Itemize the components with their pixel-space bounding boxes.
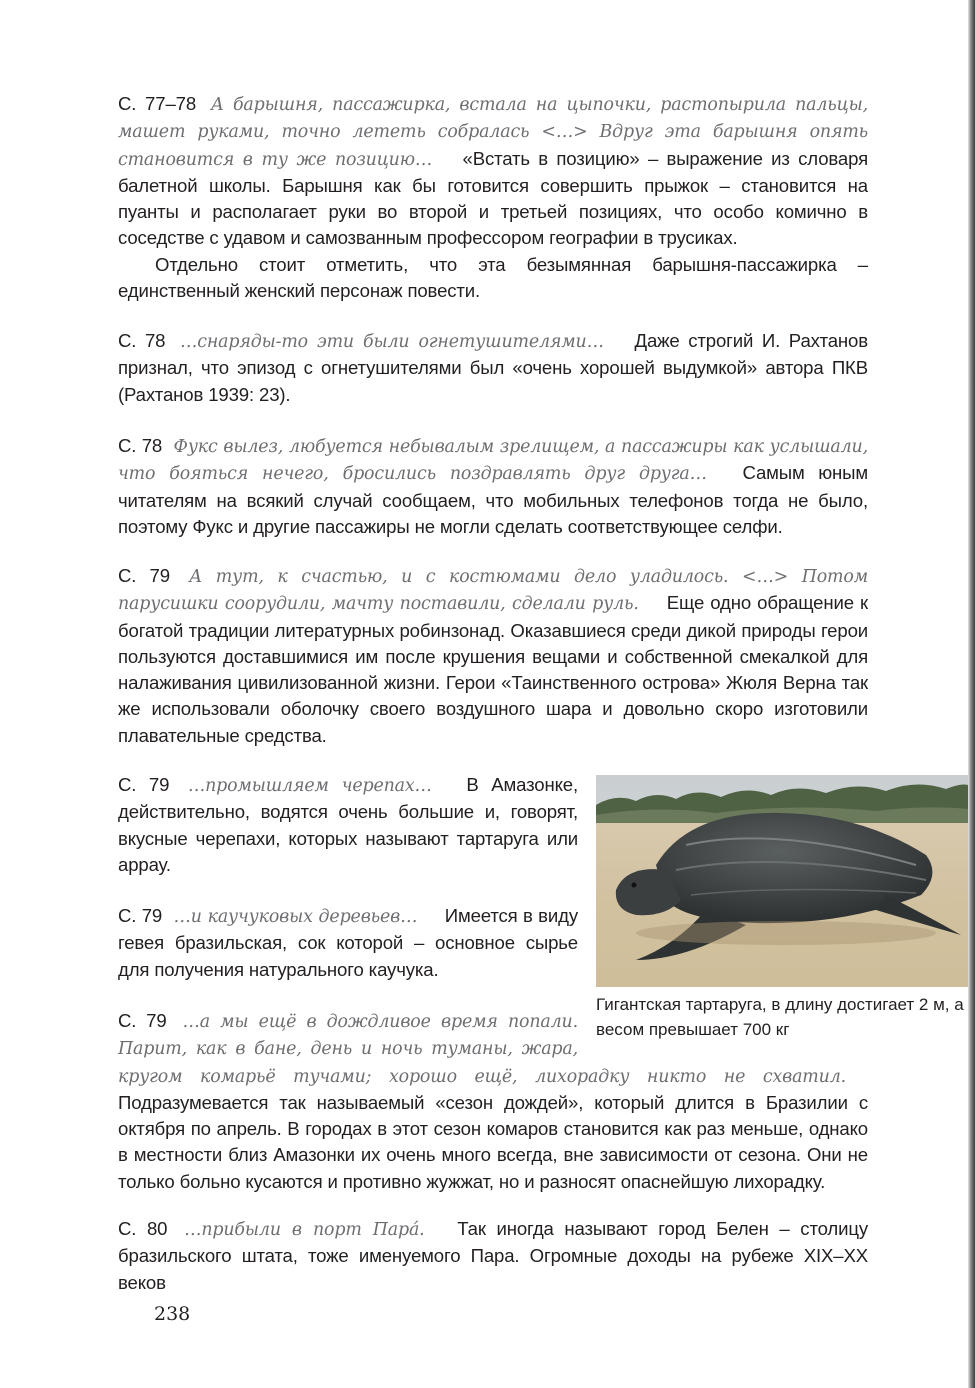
entry-79-b [118, 772, 578, 878]
entry-quote: …прибыли в порт Пара́. [184, 1220, 425, 1240]
page-number: 238 [154, 1303, 191, 1325]
entry-ref: С. 77–78 [118, 93, 197, 114]
entry-comment: Самым юным читателям на всякий случай сообщаем, что мобильных телефонов тогда не было, поэтому Фукс и другие пассажиры не могли сделать соответствующее селфи. [118, 462, 868, 537]
entry-80 [118, 1216, 868, 1296]
entry-ref: С. 78 [118, 435, 163, 456]
turtle-photo [596, 775, 968, 987]
entry-comment: Еще одно обращение к богатой традиции литературных робинзонад. Оказавшиеся среди дикой природы герои пользуются доставшимися им после крушения вещами и собственной смекалкой для налаживания цивилизованной жизни. Герои «Таинственного острова» Жюля Верна так же использовали оболочку своего воздушного шара и довольно скоро изготовили плавательные средства. [118, 592, 868, 746]
entry-quote: …и каучуковых деревьев… [173, 907, 418, 927]
figure-caption: Гигантская тартаруга, в длину достигает 2 м, а весом превышает 700 кг [596, 995, 964, 1039]
entry-quote: …снаряды-то эти были огнетушителями… [180, 332, 604, 352]
entry-quote: Фукс вылез, любуется небывалым зрелищем, а пассажиры как услышали, что бояться нечего, бросились поздравлять друг друга… [118, 437, 868, 485]
page-edge-bar [968, 0, 975, 1388]
entry-ref: С. 79 [118, 905, 163, 926]
entry-comment: Подразумевается так называемый «сезон дождей», который длится в Бразилии с октября по апрель. В городах в этот сезон комаров становится как раз меньше, однако в местности близ Амазонки их очень много всегда, вне зависимости от сезона. Они не только больно кусаются и противно жужжат, но и разносят опаснейшую лихорадку. [118, 1091, 868, 1192]
entry-quote: …а мы ещё в дождливое время попали. Парит, как в бане, день и ночь туманы, жара, кругом комарьё тучами; хорошо ещё, лихорадку никто не схватил. [118, 1012, 846, 1087]
entry-quote: …промышляем черепах… [187, 776, 432, 796]
entry-comment: В Амазонке, действительно, водятся очень большие и, говорят, вкусные черепахи, которых называют тартаруга или аррау. [118, 774, 578, 875]
entry-comment: Так иногда называют город Белен – столицу бразильского штата, тоже именуемого Пара. Огромные доходы на рубеже XIX–XX веков [118, 1218, 868, 1293]
entry-comment: «Встать в позицию» – выражение из словаря балетной школы. Барышня как бы готовится совершить прыжок – становится на пуанты и располагает руки во второй и третьей позициях, что особо комично в соседстве с удавом и самозванным профессором географии в трусиках. [118, 147, 868, 249]
entry-quote: А тут, к счастью, и с костюмами дело уладилось. <…> Потом парусишки соорудили, мачту поставили, сделали руль. [118, 567, 868, 615]
entry-79-c [118, 903, 578, 983]
entry-ref: С. 78 [118, 330, 166, 351]
entry-extra: Отдельно стоит отметить, что эта безымянная барышня-пассажирка – единственный женский персонаж повести. [118, 253, 868, 302]
entry-79-a [118, 563, 868, 749]
entry-ref: С. 79 [118, 1010, 167, 1031]
entry-78-b [118, 433, 868, 540]
entry-ref: С. 80 [118, 1218, 168, 1239]
entry-ref: С. 79 [118, 565, 170, 586]
entry-comment: Даже строгий И. Рахтанов признал, что эпизод с огнетушителями был «очень хорошей выдумкой» автора ПКВ (Рахтанов 1939: 23). [118, 330, 868, 405]
entry-comment: Имеется в виду гевея бразильская, сок которой – основное сырье для получения натурального каучука. [118, 905, 578, 980]
entry-ref: С. 79 [118, 774, 170, 795]
entry-78-a [118, 328, 868, 408]
entry-quote: А барышня, пассажирка, встала на цыпочки, растопырила пальцы, машет руками, точно лететь собралась <…> Вдруг эта барышня опять становится в ту же позицию… [118, 95, 868, 170]
entry-77-78 [118, 91, 868, 304]
